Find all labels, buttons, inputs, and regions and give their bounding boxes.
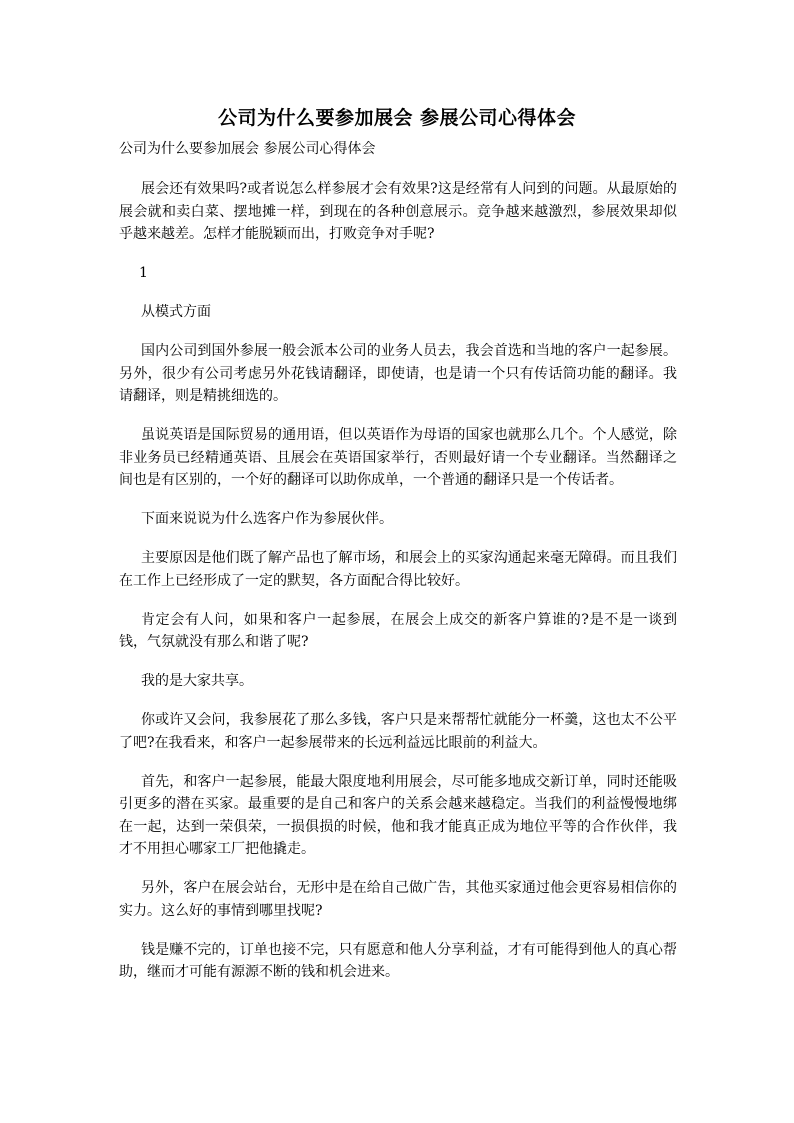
paragraph-intro: 展会还有效果吗?或者说怎么样参展才会有效果?这是经常有人问到的问题。从最原始的展会就和卖白菜、摆地摊一样，到现在的各种创意展示。竞争越来越激烈，参展效果却似乎越来越差。怎样才能脱颖而出，打败竞争对手呢? [119,181,677,242]
paragraph: 下面来说说为什么选客户作为参展伙伴。 [141,511,393,527]
paragraph: 钱是赚不完的，订单也接不完，只有愿意和他人分享利益，才有可能得到他人的真心帮助，继而才可能有源源不断的钱和机会进来。 [119,941,677,980]
paragraph: 我的是大家共享。 [141,673,253,689]
paragraph: 肯定会有人问，如果和客户一起参展，在展会上成交的新客户算谁的?是不是一谈到钱，气氛就没有那么和谐了呢? [119,611,677,650]
paragraph: 国内公司到国外参展一般会派本公司的业务人员去，我会首选和当地的客户一起参展。另外，很少有公司考虑另外花钱请翻译，即使请，也是请一个只有传话筒功能的翻译。我请翻译，则是精挑细选的。 [119,343,677,404]
paragraph: 虽说英语是国际贸易的通用语，但以英语作为母语的国家也就那么几个。个人感觉，除非业务员已经精通英语、且展会在英语国家举行，否则最好请一个专业翻译。当然翻译之间也是有区别的，一个好的翻译可以助你成单，一个普通的翻译只是一个传话者。 [119,427,677,488]
paragraph: 主要原因是他们既了解产品也了解市场，和展会上的买家沟通起来毫无障碍。而且我们在工作上已经形成了一定的默契，各方面配合得比较好。 [119,550,677,589]
paragraph: 另外，客户在展会站台，无形中是在给自己做广告，其他买家通过他会更容易相信你的实力。这么好的事情到哪里找呢? [119,880,677,919]
document-body [119,178,677,1000]
section-number: 1 [139,265,148,281]
document-subtitle: 公司为什么要参加展会 参展公司心得体会 [119,141,376,157]
document-title: 公司为什么要参加展会 参展公司心得体会 [217,107,577,129]
section-heading: 从模式方面 [141,304,211,320]
paragraph: 你或许又会问，我参展花了那么多钱，客户只是来帮帮忙就能分一杯羹，这也太不公平了吧?在我看来，和客户一起参展带来的长远利益远比眼前的利益大。 [119,712,677,751]
paragraph: 首先，和客户一起参展，能最大限度地利用展会，尽可能多地成交新订单，同时还能吸引更多的潜在买家。最重要的是自己和客户的关系会越来越稳定。当我们的利益慢慢地绑在一起，达到一荣俱荣，一损俱损的时候，他和我才能真正成为地位平等的合作伙伴，我才不用担心哪家工厂把他撬走。 [119,773,677,857]
